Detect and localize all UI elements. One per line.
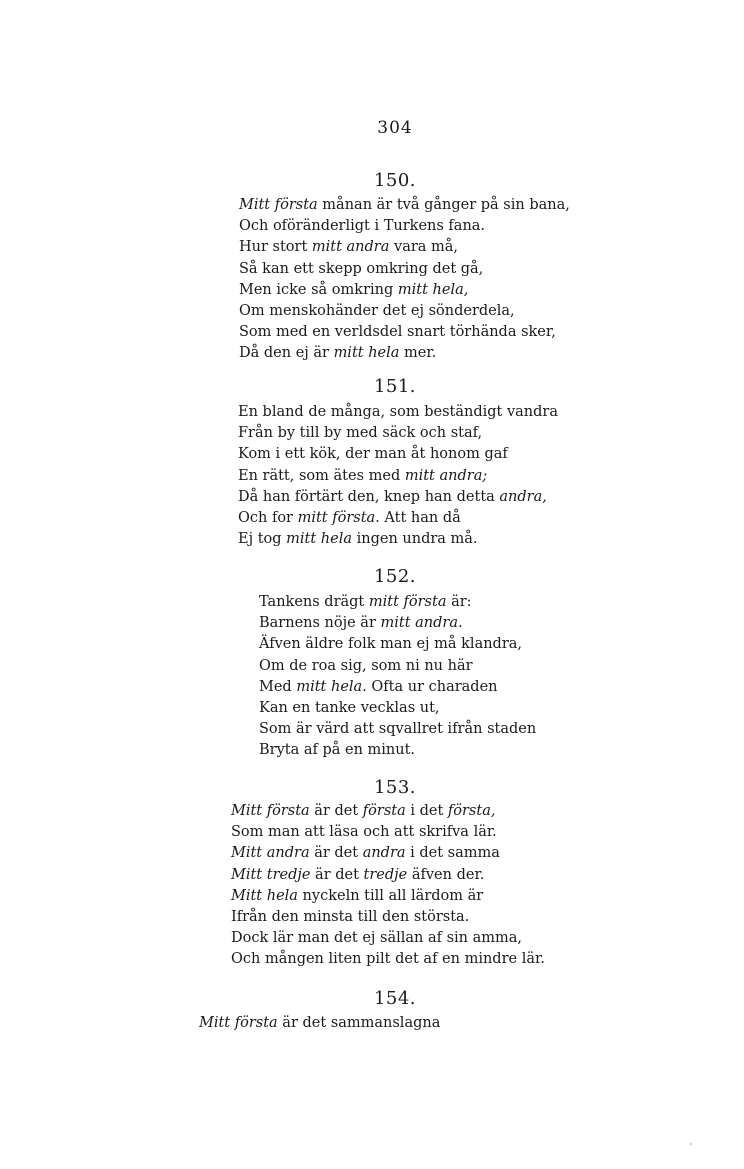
verse-italic-segment: mitt andra;	[404, 467, 488, 484]
verse-segment: i det	[405, 803, 448, 819]
verse-segment: Äfven äldre folk man ej må klandra,	[259, 636, 523, 653]
verse-segment: Om menskohänder det ej sönderdela,	[239, 302, 515, 319]
verse-segment: ingen undra må.	[352, 531, 478, 548]
verse-italic-segment: Mitt hela	[231, 887, 298, 904]
verse-line	[238, 508, 558, 529]
verse-italic-segment: Mitt första	[231, 803, 310, 819]
verse-line	[231, 822, 545, 843]
verse-line	[231, 928, 545, 949]
verse-segment: är det	[309, 845, 363, 862]
verse-line	[231, 949, 545, 970]
verse-segment: Men icke så omkring	[239, 281, 398, 298]
verse-line	[238, 466, 558, 487]
verse-segment: Och mången liten pilt det af en mindre lär.	[231, 951, 545, 968]
verse-segment: Om de roa sig, som ni nu här	[259, 657, 473, 674]
verse-line	[231, 907, 545, 928]
verse-segment: Ofta ur charaden	[366, 678, 498, 695]
verse-line	[239, 195, 570, 216]
verse-segment: är:	[446, 594, 472, 610]
verse-segment: Som man att läsa och att skrifva lär.	[231, 824, 497, 841]
verse-line	[239, 216, 570, 237]
verse-segment: månan är två gånger på sin bana,	[317, 197, 570, 213]
verse-segment: Då den ej är	[239, 345, 334, 362]
verse-segment: Så kan ett skepp omkring det gå,	[239, 260, 484, 277]
verse-line	[199, 1013, 440, 1034]
riddle-153-number: 153.	[373, 777, 417, 798]
verse-line	[239, 259, 570, 280]
verse-line	[259, 740, 536, 761]
verse-segment: Som med en verldsdel snart törhända sker,	[239, 324, 556, 341]
verse-line	[239, 322, 570, 343]
verse-line	[238, 423, 558, 444]
page-number: 304	[377, 118, 413, 138]
verse-line	[259, 656, 536, 677]
verse-segment: äfven der.	[407, 866, 485, 883]
verse-italic-segment: Mitt andra	[231, 845, 310, 862]
verse-line	[259, 719, 536, 740]
verse-line	[239, 343, 570, 364]
riddle-152-number: 152.	[373, 566, 417, 587]
verse-line	[231, 886, 545, 907]
verse-segment: Med	[259, 678, 297, 695]
verse-segment: i det samma	[405, 845, 500, 862]
verse-segment: Från by till by med säck och staf,	[238, 425, 483, 442]
riddle-154-verse	[199, 1013, 440, 1034]
verse-segment: En bland de många, som beständigt vandra	[238, 404, 558, 420]
verse-line	[231, 801, 545, 822]
verse-italic-segment: mitt andra.	[380, 615, 463, 632]
riddle-150-number: 150.	[373, 170, 417, 191]
verse-segment: Bryta af på en minut.	[259, 742, 416, 759]
verse-italic-segment: Mitt tredje	[231, 866, 311, 883]
verse-italic-segment: andra,	[499, 488, 547, 505]
riddle-151-verse	[238, 402, 558, 550]
verse-italic-segment: mitt andra	[311, 239, 390, 256]
verse-segment: Ifrån den minsta till den största.	[231, 908, 470, 925]
riddle-151-number: 151.	[373, 376, 417, 397]
verse-italic-segment: första,	[447, 803, 496, 819]
verse-segment: Att han då	[379, 509, 461, 526]
verse-line	[231, 843, 545, 864]
verse-line	[238, 529, 558, 550]
verse-segment: En rätt, som ätes med	[238, 467, 405, 484]
verse-segment: Dock lär man det ej sällan af sin amma,	[231, 930, 523, 947]
riddle-153-verse	[231, 801, 545, 971]
verse-segment: Då han förtärt den, knep han detta	[238, 488, 500, 505]
verse-italic-segment: mitt hela,	[397, 281, 469, 298]
verse-italic-segment: mitt hela	[333, 345, 400, 362]
verse-line	[259, 592, 536, 613]
verse-italic-segment: mitt första.	[297, 509, 380, 526]
verse-line	[238, 402, 558, 423]
verse-segment: Som är värd att sqvallret ifrån staden	[259, 721, 537, 738]
verse-line	[259, 698, 536, 719]
riddle-152-verse	[259, 592, 536, 762]
verse-segment: Och oföränderligt i Turkens fana.	[239, 218, 486, 235]
verse-italic-segment: första	[362, 803, 406, 819]
verse-segment: Kan en tanke vecklas ut,	[259, 699, 440, 716]
verse-line	[259, 634, 536, 655]
verse-segment: vara må,	[389, 239, 459, 256]
verse-line	[239, 301, 570, 322]
verse-segment: Ej tog	[238, 531, 287, 548]
verse-segment: Barnens nöje är	[259, 615, 381, 632]
verse-segment: är det	[310, 866, 364, 883]
verse-segment: mer.	[399, 345, 437, 362]
verse-italic-segment: Mitt första	[239, 197, 318, 213]
verse-italic-segment: Mitt första	[199, 1015, 278, 1031]
verse-line	[259, 613, 536, 634]
verse-italic-segment: andra	[362, 845, 406, 862]
verse-segment: Hur stort	[239, 239, 312, 256]
paper-speck	[690, 1143, 692, 1145]
riddle-150-verse	[239, 195, 570, 365]
riddle-154-number: 154.	[373, 988, 417, 1009]
verse-italic-segment: tredje	[363, 866, 408, 883]
verse-segment: är det sammanslagna	[277, 1015, 441, 1031]
verse-line	[238, 487, 558, 508]
verse-line	[259, 677, 536, 698]
verse-line	[231, 865, 545, 886]
verse-segment: Tankens drägt	[259, 594, 369, 610]
verse-line	[239, 237, 570, 258]
verse-segment: Kom i ett kök, der man åt honom gaf	[238, 446, 508, 463]
verse-line	[238, 444, 558, 465]
verse-italic-segment: mitt hela	[286, 531, 352, 548]
verse-line	[239, 280, 570, 301]
verse-segment: är det	[309, 803, 363, 819]
verse-segment: nyckeln till all lärdom är	[297, 887, 484, 904]
verse-italic-segment: mitt första	[368, 594, 447, 610]
verse-italic-segment: mitt hela.	[296, 678, 367, 695]
verse-segment: Och for	[238, 509, 298, 526]
